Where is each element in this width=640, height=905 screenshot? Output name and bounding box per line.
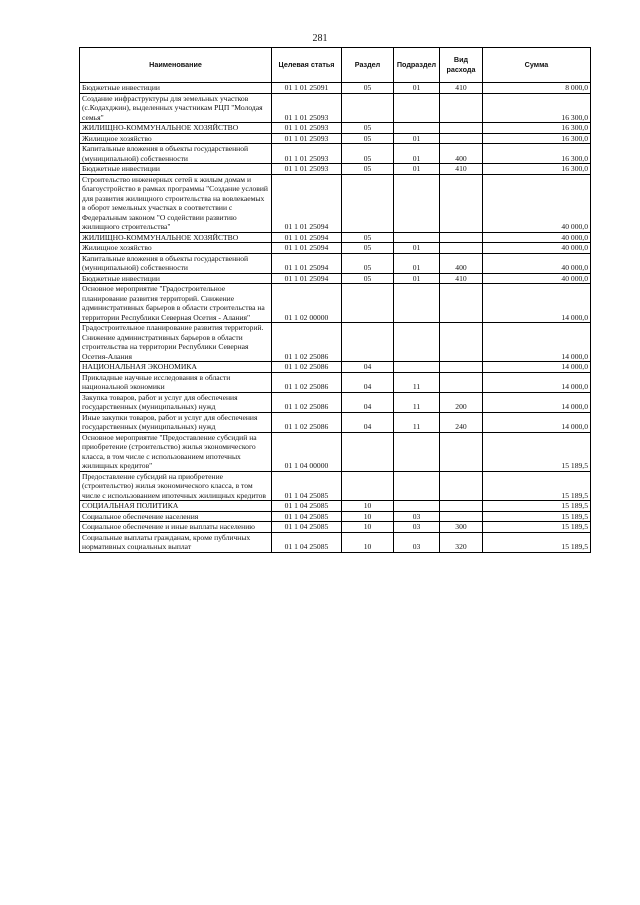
table-row: [80, 273, 591, 284]
table-row: [80, 532, 591, 552]
cell-target-article: 01 1 02 25086: [272, 323, 342, 362]
table-row: [80, 501, 591, 512]
cell-expense-type: 320: [440, 532, 483, 552]
cell-expense-type: 410: [440, 273, 483, 284]
cell-target-article: 01 1 04 25085: [272, 501, 342, 512]
cell-expense-type: 300: [440, 522, 483, 533]
cell-section: 04: [342, 362, 394, 373]
cell-expense-type: [440, 93, 483, 123]
table-row: [80, 174, 591, 232]
cell-section: 10: [342, 501, 394, 512]
table-row: [80, 372, 591, 392]
cell-section: 10: [342, 511, 394, 522]
cell-subsection: [394, 323, 440, 362]
cell-expense-type: 240: [440, 412, 483, 432]
cell-subsection: [394, 501, 440, 512]
budget-table: [79, 47, 591, 553]
cell-section: [342, 284, 394, 323]
header-name: Наименование: [80, 48, 272, 83]
table-row: [80, 432, 591, 471]
cell-amount: 40 000,0: [483, 232, 591, 243]
cell-subsection: [394, 232, 440, 243]
cell-subsection: 01: [394, 164, 440, 175]
cell-expense-type: [440, 511, 483, 522]
cell-expense-type: [440, 232, 483, 243]
cell-amount: 14 000,0: [483, 392, 591, 412]
header-expense-type: Вид расхода: [440, 48, 483, 83]
cell-subsection: 01: [394, 253, 440, 273]
table-row: [80, 253, 591, 273]
cell-expense-type: [440, 243, 483, 254]
table-row: [80, 144, 591, 164]
cell-expense-type: [440, 471, 483, 501]
cell-target-article: 01 1 04 00000: [272, 432, 342, 471]
cell-amount: 40 000,0: [483, 273, 591, 284]
cell-amount: 14 000,0: [483, 323, 591, 362]
cell-section: 10: [342, 532, 394, 552]
cell-name: Основное мероприятие "Градостроительное планирование развития территорий. Снижение административных барьеров в области строительства на территории Республики Северная Осетия - Алания": [80, 284, 272, 323]
cell-amount: 15 189,5: [483, 501, 591, 512]
cell-name: Предоставление субсидий на приобретение (строительство) жилья экономического класса, в том числе с использованием ипотечных жилищных кредитов: [80, 471, 272, 501]
cell-section: 05: [342, 133, 394, 144]
cell-subsection: 03: [394, 522, 440, 533]
cell-target-article: 01 1 02 25086: [272, 362, 342, 373]
cell-section: [342, 174, 394, 232]
cell-amount: 14 000,0: [483, 284, 591, 323]
cell-name: СОЦИАЛЬНАЯ ПОЛИТИКА: [80, 501, 272, 512]
cell-target-article: 01 1 01 25093: [272, 164, 342, 175]
header-target-article: Целевая статья: [272, 48, 342, 83]
header-amount: Сумма: [483, 48, 591, 83]
page-number: 281: [312, 33, 328, 44]
cell-target-article: 01 1 02 25086: [272, 412, 342, 432]
table-row: [80, 243, 591, 254]
cell-name: Социальные выплаты гражданам, кроме публичных нормативных социальных выплат: [80, 532, 272, 552]
cell-expense-type: 400: [440, 253, 483, 273]
cell-subsection: [394, 471, 440, 501]
cell-target-article: 01 1 01 25093: [272, 93, 342, 123]
cell-subsection: [394, 123, 440, 134]
cell-section: [342, 432, 394, 471]
cell-target-article: 01 1 01 25091: [272, 83, 342, 94]
cell-target-article: 01 1 01 25094: [272, 243, 342, 254]
cell-subsection: [394, 284, 440, 323]
cell-target-article: 01 1 01 25093: [272, 123, 342, 134]
cell-subsection: [394, 174, 440, 232]
cell-expense-type: 410: [440, 83, 483, 94]
cell-section: [342, 471, 394, 501]
cell-section: 05: [342, 83, 394, 94]
cell-name: Прикладные научные исследования в области национальной экономики: [80, 372, 272, 392]
cell-name: Социальное обеспечение населения: [80, 511, 272, 522]
cell-expense-type: [440, 432, 483, 471]
table-row: [80, 133, 591, 144]
cell-section: 10: [342, 522, 394, 533]
cell-amount: 16 300,0: [483, 123, 591, 134]
cell-name: Закупка товаров, работ и услуг для обеспечения государственных (муниципальных) нужд: [80, 392, 272, 412]
cell-amount: 15 189,5: [483, 432, 591, 471]
cell-expense-type: [440, 174, 483, 232]
cell-name: Иные закупки товаров, работ и услуг для обеспечения государственных (муниципальных) нужд: [80, 412, 272, 432]
cell-amount: 15 189,5: [483, 532, 591, 552]
cell-section: 04: [342, 392, 394, 412]
cell-amount: 14 000,0: [483, 362, 591, 373]
cell-expense-type: [440, 133, 483, 144]
cell-amount: 16 300,0: [483, 93, 591, 123]
cell-target-article: 01 1 04 25085: [272, 471, 342, 501]
cell-subsection: 11: [394, 392, 440, 412]
cell-name: Капитальные вложения в объекты государственной (муниципальной) собственности: [80, 253, 272, 273]
cell-amount: 40 000,0: [483, 174, 591, 232]
cell-name: Бюджетные инвестиции: [80, 273, 272, 284]
cell-name: Жилищное хозяйство: [80, 133, 272, 144]
cell-amount: 15 189,5: [483, 522, 591, 533]
cell-expense-type: [440, 501, 483, 512]
cell-amount: 14 000,0: [483, 412, 591, 432]
cell-amount: 14 000,0: [483, 372, 591, 392]
cell-section: [342, 93, 394, 123]
cell-subsection: 03: [394, 511, 440, 522]
header-section: Раздел: [342, 48, 394, 83]
cell-section: 05: [342, 273, 394, 284]
cell-name: Бюджетные инвестиции: [80, 83, 272, 94]
cell-name: Социальное обеспечение и иные выплаты населению: [80, 522, 272, 533]
cell-amount: 8 000,0: [483, 83, 591, 94]
cell-expense-type: 200: [440, 392, 483, 412]
cell-name: Бюджетные инвестиции: [80, 164, 272, 175]
header-subsection: Подраздел: [394, 48, 440, 83]
cell-target-article: 01 1 02 00000: [272, 284, 342, 323]
cell-expense-type: [440, 323, 483, 362]
table-row: [80, 83, 591, 94]
cell-amount: 15 189,5: [483, 511, 591, 522]
table-row: [80, 392, 591, 412]
cell-subsection: 01: [394, 144, 440, 164]
table-row: [80, 511, 591, 522]
cell-section: 05: [342, 253, 394, 273]
table-row: [80, 412, 591, 432]
table-row: [80, 93, 591, 123]
cell-expense-type: [440, 362, 483, 373]
cell-expense-type: [440, 372, 483, 392]
cell-expense-type: [440, 284, 483, 323]
cell-amount: 40 000,0: [483, 243, 591, 254]
cell-target-article: 01 1 04 25085: [272, 511, 342, 522]
cell-section: 05: [342, 164, 394, 175]
cell-subsection: 01: [394, 243, 440, 254]
cell-subsection: 03: [394, 532, 440, 552]
cell-amount: 15 189,5: [483, 471, 591, 501]
cell-name: Капитальные вложения в объекты государственной (муниципальной) собственности: [80, 144, 272, 164]
cell-target-article: 01 1 04 25085: [272, 522, 342, 533]
cell-target-article: 01 1 02 25086: [272, 392, 342, 412]
cell-subsection: [394, 93, 440, 123]
table-row: [80, 323, 591, 362]
cell-subsection: [394, 362, 440, 373]
cell-section: 05: [342, 232, 394, 243]
table-row: [80, 123, 591, 134]
table-row: [80, 362, 591, 373]
cell-name: Жилищное хозяйство: [80, 243, 272, 254]
cell-section: 05: [342, 243, 394, 254]
cell-subsection: 01: [394, 83, 440, 94]
cell-target-article: 01 1 01 25094: [272, 253, 342, 273]
cell-expense-type: 400: [440, 144, 483, 164]
table-row: [80, 522, 591, 533]
cell-name: Создание инфраструктуры для земельных участков (с.Кодахджин), выделенных участникам РЦП "Молодая семья": [80, 93, 272, 123]
table-row: [80, 471, 591, 501]
cell-subsection: 11: [394, 372, 440, 392]
cell-target-article: 01 1 02 25086: [272, 372, 342, 392]
cell-section: [342, 323, 394, 362]
table-row: [80, 164, 591, 175]
cell-name: ЖИЛИЩНО-КОММУНАЛЬНОЕ ХОЗЯЙСТВО: [80, 232, 272, 243]
table-row: [80, 284, 591, 323]
table-row: [80, 232, 591, 243]
cell-target-article: 01 1 01 25094: [272, 232, 342, 243]
cell-target-article: 01 1 01 25093: [272, 144, 342, 164]
cell-expense-type: 410: [440, 164, 483, 175]
cell-subsection: 01: [394, 133, 440, 144]
cell-amount: 40 000,0: [483, 253, 591, 273]
cell-amount: 16 300,0: [483, 164, 591, 175]
cell-name: Строительство инженерных сетей к жилым домам и благоустройство в рамках программы "Создание условий для развития жилищного строительства на вовлекаемых в оборот земельных участках в соответствии с Федеральным законом "О содействии развитию жилищного строительства": [80, 174, 272, 232]
cell-section: 05: [342, 123, 394, 134]
cell-name: Основное мероприятие "Предоставление субсидий на приобретение (строительство) жилья экономического класса, в том числе с использованием ипотечных жилищных кредитов": [80, 432, 272, 471]
cell-target-article: 01 1 04 25085: [272, 532, 342, 552]
cell-section: 04: [342, 372, 394, 392]
cell-amount: 16 300,0: [483, 144, 591, 164]
cell-expense-type: [440, 123, 483, 134]
cell-name: Градостроительное планирование развития территорий. Снижение административных барьеров в области строительства на территории Республики Северная Осетия-Алания: [80, 323, 272, 362]
cell-name: НАЦИОНАЛЬНАЯ ЭКОНОМИКА: [80, 362, 272, 373]
table-header-row: [80, 48, 591, 83]
cell-section: 04: [342, 412, 394, 432]
cell-name: ЖИЛИЩНО-КОММУНАЛЬНОЕ ХОЗЯЙСТВО: [80, 123, 272, 134]
cell-target-article: 01 1 01 25094: [272, 273, 342, 284]
cell-subsection: 11: [394, 412, 440, 432]
cell-target-article: 01 1 01 25093: [272, 133, 342, 144]
cell-section: 05: [342, 144, 394, 164]
cell-subsection: 01: [394, 273, 440, 284]
cell-target-article: 01 1 01 25094: [272, 174, 342, 232]
cell-amount: 16 300,0: [483, 133, 591, 144]
cell-subsection: [394, 432, 440, 471]
